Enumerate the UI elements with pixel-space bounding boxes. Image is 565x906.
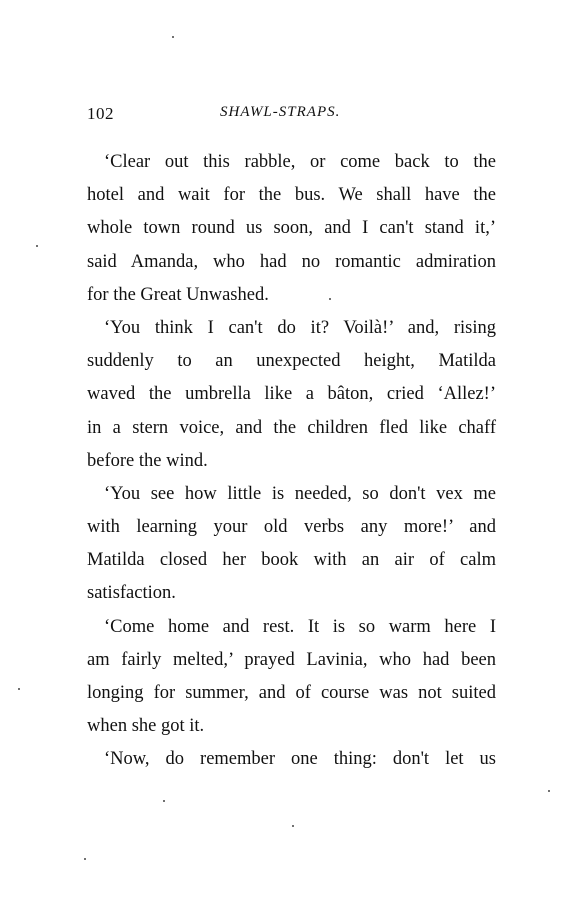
page-header bbox=[87, 104, 497, 128]
scan-speck bbox=[172, 36, 174, 38]
text-line: am fairly melted,’ prayed Lavinia, who had been bbox=[87, 649, 496, 670]
text-line: for the Great Unwashed. bbox=[87, 284, 269, 305]
text-line: ‘Clear out this rabble, or come back to the bbox=[104, 152, 496, 172]
text-line: longing for summer, and of course was not suited bbox=[87, 683, 496, 703]
text-line: Matilda closed her book with an air of calm bbox=[87, 550, 496, 571]
text-line: with learning your old verbs any more!’ and bbox=[87, 517, 496, 538]
text-line: whole town round us soon, and I can't stand it,’ bbox=[87, 218, 496, 239]
scan-speck bbox=[292, 825, 294, 827]
body-text bbox=[87, 146, 496, 777]
scan-speck bbox=[163, 800, 165, 802]
scan-speck bbox=[548, 790, 550, 792]
text-line: ‘Now, do remember one thing: don't let us bbox=[104, 749, 496, 770]
running-title: SHAWL-STRAPS. bbox=[220, 104, 341, 120]
scan-speck bbox=[329, 298, 331, 300]
text-line: satisfaction. bbox=[87, 583, 176, 604]
scan-speck bbox=[84, 858, 86, 860]
page-number: 102 bbox=[87, 104, 114, 123]
text-line: when she got it. bbox=[87, 716, 205, 737]
text-line: waved the umbrella like a bâton, cried ‘Allez!’ bbox=[87, 384, 496, 405]
text-line: ‘Come home and rest. It is so warm here I bbox=[104, 616, 496, 637]
text-line: before the wind. bbox=[87, 450, 208, 471]
scan-speck bbox=[36, 245, 38, 247]
scan-speck bbox=[18, 688, 20, 690]
text-line: hotel and wait for the bus. We shall have the bbox=[87, 185, 496, 206]
text-line: ‘You see how little is needed, so don't vex me bbox=[104, 483, 496, 504]
text-line: ‘You think I can't do it? Voilà!’ and, rising bbox=[104, 317, 496, 338]
text-line: said Amanda, who had no romantic admiration bbox=[87, 251, 496, 272]
text-line: suddenly to an unexpected height, Matilda bbox=[87, 351, 496, 372]
text-line: in a stern voice, and the children fled like chaff bbox=[87, 417, 496, 438]
